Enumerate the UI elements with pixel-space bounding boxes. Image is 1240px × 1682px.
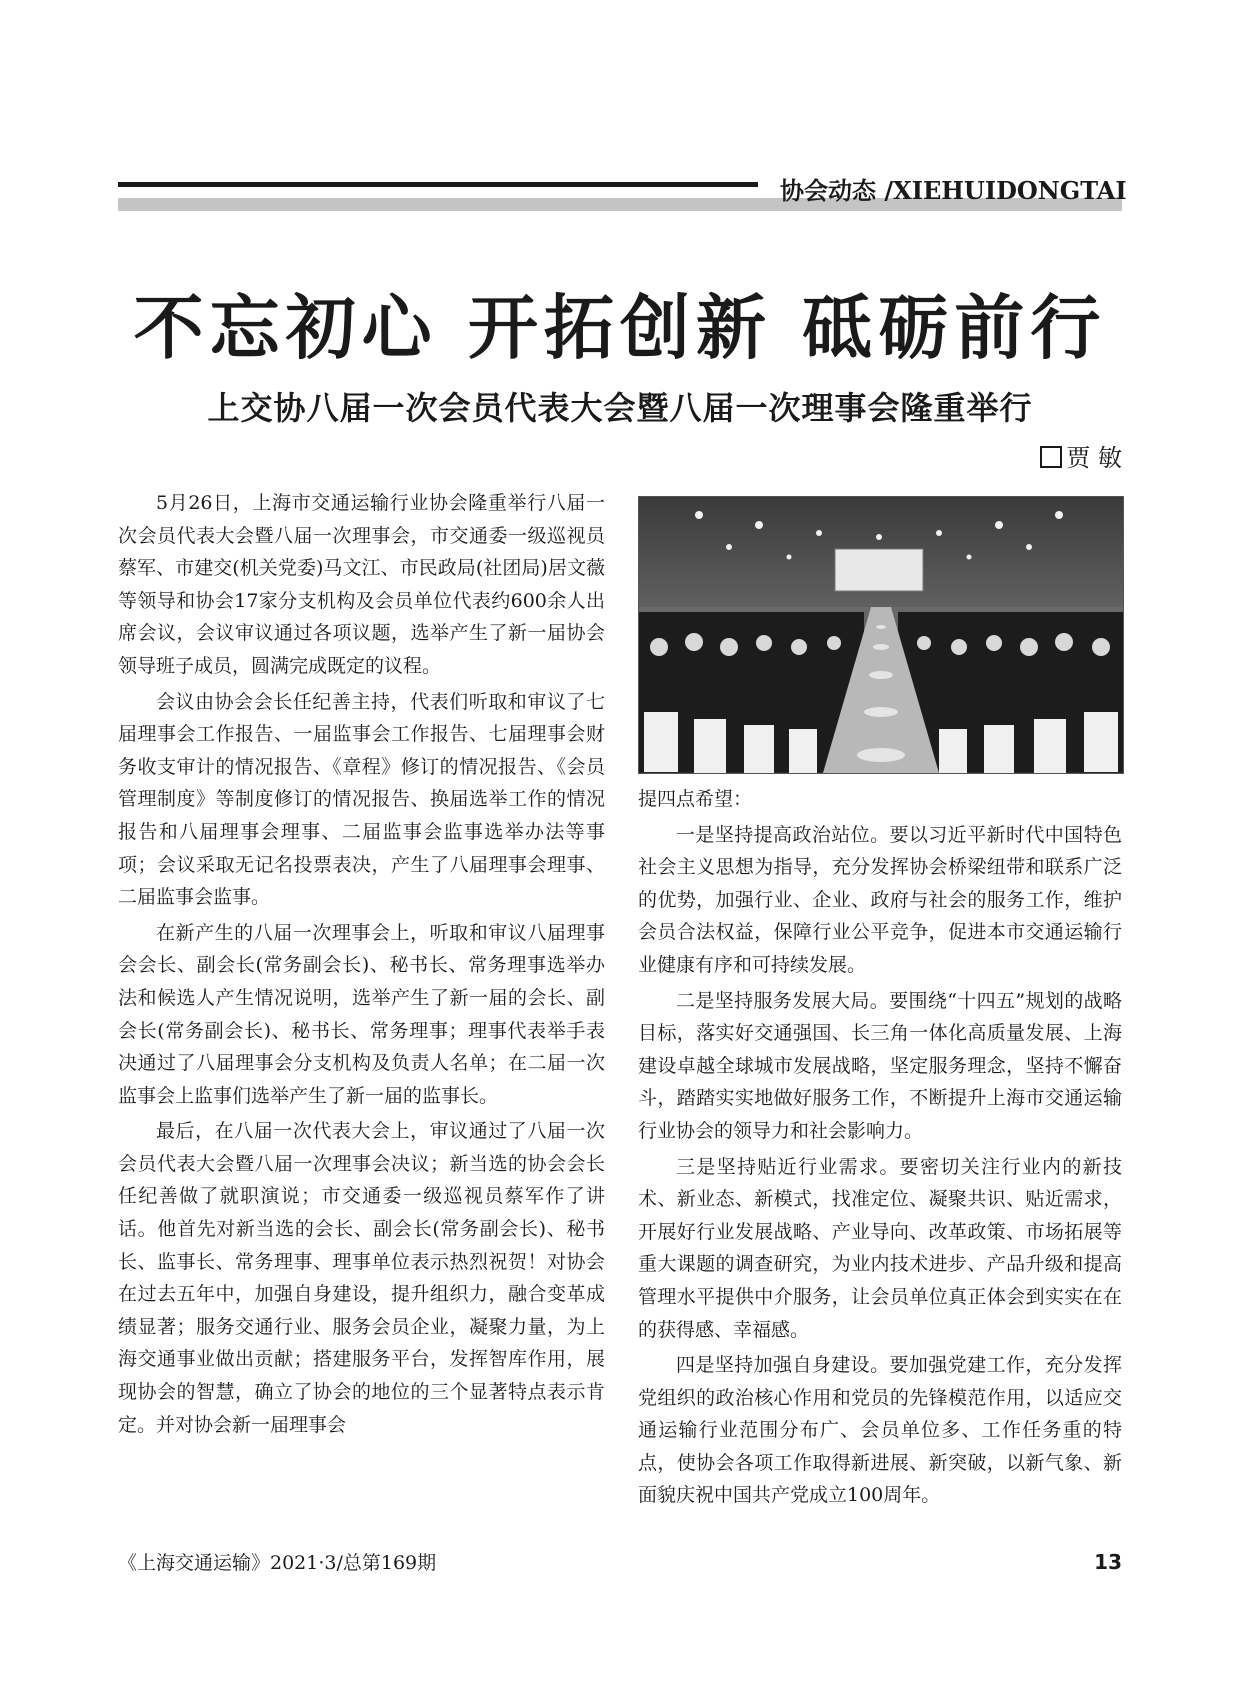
journal-citation: 《上海交通运输》2021·3/总第169期 [118, 1552, 437, 1574]
paragraph: 提四点希望： [638, 788, 753, 810]
meeting-photo-image [639, 497, 1123, 773]
header-rule [118, 182, 758, 187]
paragraph: 会议由协会会长任纪善主持，代表们听取和审议了七届理事会工作报告、一届监事会工作报告、七届理事会财务收支审计的情况报告、《章程》修订的情况报告、《会员管理制度》等制度修订的情况报告、换届选举工作的情况报告和八届理事会理事、二届监事会监事选举办法等事项；会议采取无记名投票表决，产生了八届理事会理事、二届监事会监事。 [118, 690, 605, 909]
meeting-photo [638, 496, 1124, 774]
paragraph: 在新产生的八届一次理事会上，听取和审议八届理事会会长、副会长(常务副会长)、秘书长、常务理事选举办法和候选人产生情况说明，选举产生了新一届的会长、副会长(常务副会长)、秘书长、常务理事；理事代表举手表决通过了八届理事会分支机构及负责人名单；在二届一次监事会上监事们选举产生了新一届的监事长。 [118, 921, 605, 1107]
paragraph: 最后，在八届一次代表大会上，审议通过了八届一次会员代表大会暨八届一次理事会决议；新当选的协会会长任纪善做了就职演说；市交通委一级巡视员蔡军作了讲话。他首先对新当选的会长、副会长(常务副会长)、秘书长、监事长、常务理事、理事单位表示热烈祝贺！对协会在过去五年中，加强自身建设，提升组织力，融合变革成绩显著；服务交通行业、服务会员企业，凝聚力量，为上海交通事业做出贡献；搭建服务平台，发挥智库作用，展现协会的智慧，确立了协会的地位的三个显著特点表示肯定。并对协会新一届理事会 [118, 1120, 605, 1436]
page-number: 13 [1094, 1550, 1122, 1574]
article-subtitle: 上交协八届一次会员代表大会暨八届一次理事会隆重举行 [207, 389, 1033, 427]
author-box-icon [1040, 446, 1062, 468]
paragraph: 二是坚持服务发展大局。要围绕“十四五”规划的战略目标，落实好交通强国、长三角一体化高质量发展、上海建设卓越全球城市发展战略，坚定服务理念，坚持不懈奋斗，踏踏实实地做好服务工作，不断提升上海市交通运输行业协会的领导力和社会影响力。 [638, 989, 1122, 1142]
article-title: 不忘初心 开拓创新 砥砺前行 [133, 286, 1107, 369]
section-label: 协会动态 /XIEHUIDONGTAI [780, 176, 1127, 205]
paragraph: 三是坚持贴近行业需求。要密切关注行业内的新技术、新业态、新模式，找准定位、凝聚共识、贴近需求，开展好行业发展战略、产业导向、改革政策、市场拓展等重大课题的调查研究，为业内技术进步、产品升级和提高管理水平提供中介服务，让会员单位真正体会到实实在在的获得感、幸福感。 [638, 1155, 1122, 1341]
author-name: 贾 敏 [1066, 444, 1122, 472]
paragraph: 5月26日，上海市交通运输行业协会隆重举行八届一次会员代表大会暨八届一次理事会，市交通委一级巡视员蔡军、市建交(机关党委)马文江、市民政局(社团局)居文薇等领导和协会17家分支机构及会员单位代表约600余人出席会议，会议审议通过各项议题，选举产生了新一届协会领导班子成员，圆满完成既定的议程。 [118, 492, 605, 677]
paragraph: 一是坚持提高政治站位。要以习近平新时代中国特色社会主义思想为指导，充分发挥协会桥梁纽带和联系广泛的优势，加强行业、企业、政府与社会的服务工作，维护会员合法权益，保障行业公平竞争，促进本市交通运输行业健康有序和可持续发展。 [638, 823, 1122, 976]
left-column [118, 487, 605, 1444]
paragraph: 四是坚持加强自身建设。要加强党建工作，充分发挥党组织的政治核心作用和党员的先锋模范作用，以适应交通运输行业范围分布广、会员单位多、工作任务重的特点，使协会各项工作取得新进展、新突破，以新气象、新面貌庆祝中国共产党成立100周年。 [638, 1354, 1122, 1507]
byline [1040, 438, 1122, 473]
right-column [638, 783, 1122, 1515]
